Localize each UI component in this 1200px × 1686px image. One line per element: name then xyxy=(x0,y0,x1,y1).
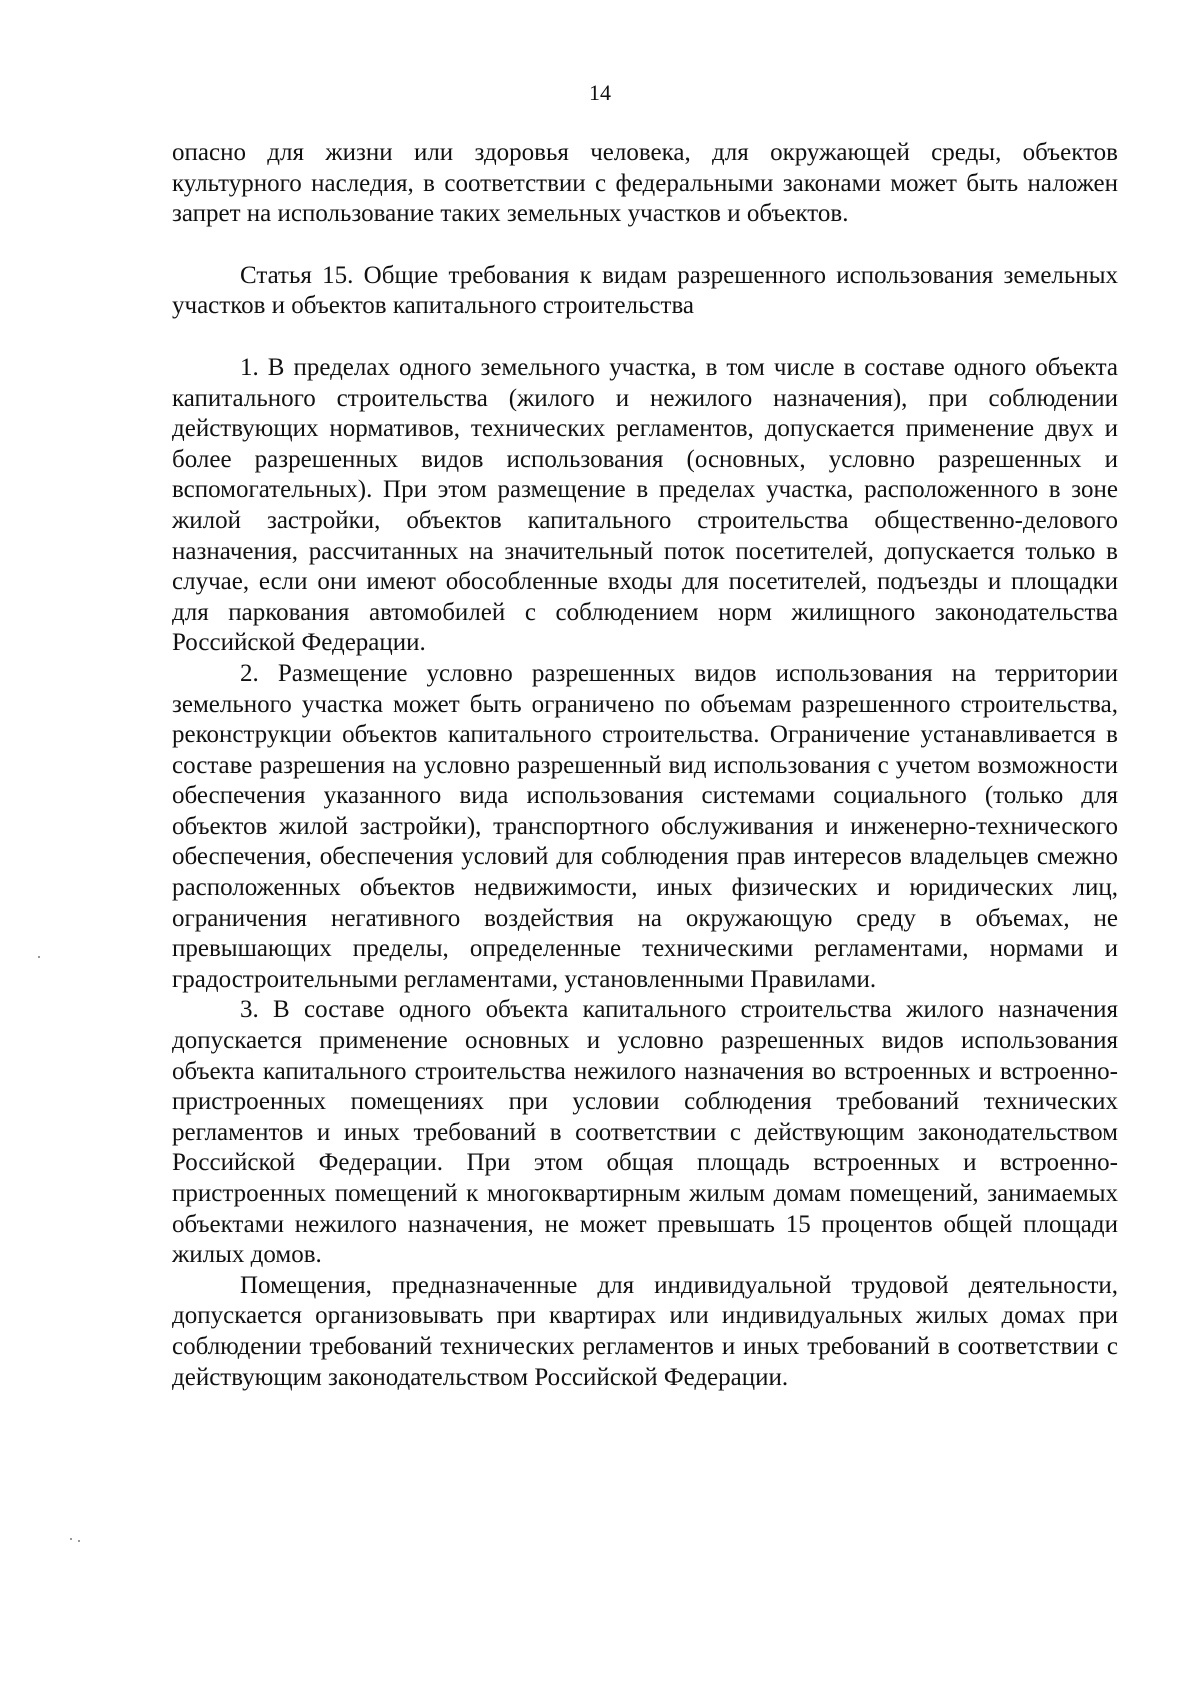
scan-speck xyxy=(78,1540,80,1542)
paragraph-3: 3. В составе одного объекта капитального строительства жилого назначения допускается применение основных и условно разрешенных видов использования объекта капитального строительства нежилого назначения во встроенных и встроенно-пристроенных помещениях при условии соблюдения требований технических регламентов и иных требований в соответствии с действующим законодательством Российской Федерации. При этом общая площадь встроенных и встроенно-пристроенных помещений к многоквартирным жилым домам помещений, занимаемых объектами нежилого назначения, не может превышать 15 процентов общей площади жилых домов. xyxy=(172,996,1118,1269)
page-number: 14 xyxy=(589,80,611,105)
scan-speck xyxy=(70,1538,72,1540)
scan-speck xyxy=(38,956,40,958)
paragraph-4: Помещения, предназначенные для индивидуальной трудовой деятельности, допускается организовывать при квартирах или индивидуальных жилых домах при соблюдении требований технических регламентов и иных требований в соответствии с действующим законодательством Российской Федерации. xyxy=(172,1271,1118,1391)
paragraph-2: 2. Размещение условно разрешенных видов использования на территории земельного участка может быть ограничено по объемам разрешенного строительства, реконструкции объектов капитального строительства. Ограничение устанавливается в составе разрешения на условно разрешенный вид использования с учетом возможности обеспечения указанного вида использования системами социального (только для объектов жилой застройки), транспортного обслуживания и инженерно-технического обеспечения, обеспечения условий для соблюдения прав интересов владельцев смежно расположенных объектов недвижимости, иных физических и юридических лиц, ограничения негативного воздействия на окружающую среду в объемах, не превышающих пределы, определенные техническими регламентами, нормами и градостроительными регламентами, установленными Правилами. xyxy=(172,659,1118,993)
paragraph-1: 1. В пределах одного земельного участка, в том числе в составе одного объекта капитального строительства (жилого и нежилого назначения), при соблюдении действующих нормативов, технических регламентов, допускается применение двух и более разрешенных видов использования (основных, условно разрешенных и вспомогательных). При этом размещение в пределах участка, расположенного в зоне жилой застройки, объектов капитального строительства общественно-делового назначения, рассчитанных на значительный поток посетителей, допускается только в случае, если они имеют обособленные входы для посетителей, подъезды и площадки для паркования автомобилей с соблюдением норм жилищного законодательства Российской Федерации. xyxy=(172,353,1118,657)
intro-paragraph: опасно для жизни или здоровья человека, для окружающей среды, объектов культурного наследия, в соответствии с федеральными законами может быть наложен запрет на использование таких земельных участков и объектов. xyxy=(172,139,1118,228)
document-body xyxy=(172,138,1118,1393)
article-heading: Статья 15. Общие требования к видам разрешенного использования земельных участков и объектов капитального строительства xyxy=(172,261,1118,320)
